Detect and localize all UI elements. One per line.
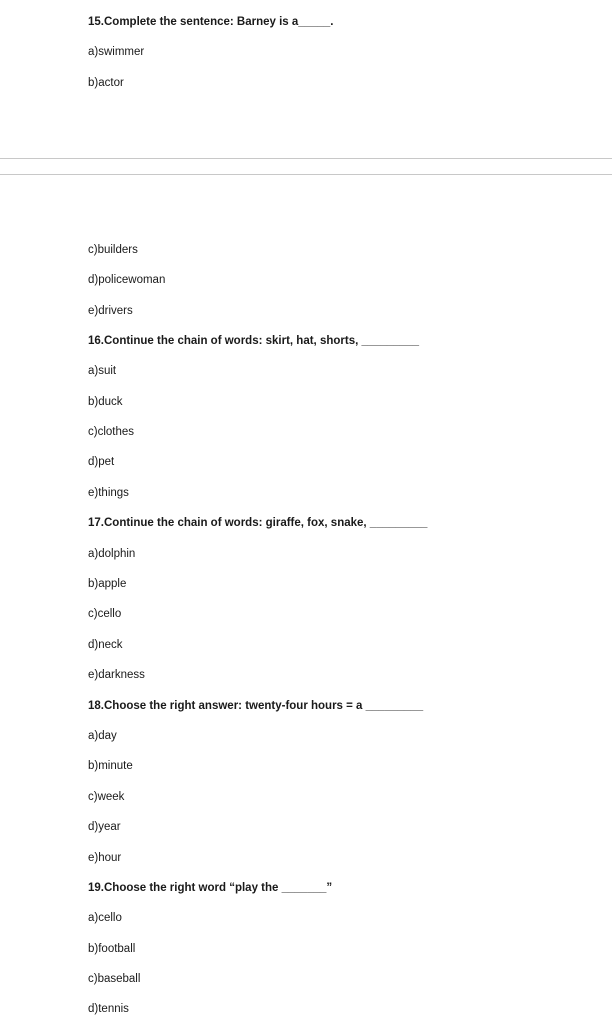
- option-16a: a)suit: [88, 365, 117, 377]
- page-break: [0, 158, 612, 175]
- option-16c: c)clothes: [88, 426, 135, 438]
- option-18d: d)year: [88, 821, 121, 833]
- option-15c: c)builders: [88, 244, 138, 256]
- option-15e: e)drivers: [88, 305, 133, 317]
- question-19: 19.Choose the right word “play the _______”: [88, 882, 333, 894]
- option-18a: a)day: [88, 730, 117, 742]
- option-16e: e)things: [88, 487, 129, 499]
- question-17: 17.Continue the chain of words: giraffe, fox, snake, _________: [88, 517, 428, 529]
- question-18: 18.Choose the right answer: twenty-four hours = a _________: [88, 700, 424, 712]
- option-18e: e)hour: [88, 852, 122, 864]
- option-19c: c)baseball: [88, 973, 141, 985]
- option-16b: b)duck: [88, 396, 123, 408]
- option-15a: a)swimmer: [88, 46, 145, 58]
- option-15d: d)policewoman: [88, 274, 166, 286]
- option-19b: b)football: [88, 943, 136, 955]
- option-17d: d)neck: [88, 639, 123, 651]
- option-16d: d)pet: [88, 456, 115, 468]
- option-18c: c)week: [88, 791, 125, 803]
- option-17a: a)dolphin: [88, 548, 136, 560]
- option-17e: e)darkness: [88, 669, 145, 681]
- option-17b: b)apple: [88, 578, 127, 590]
- option-19a: a)cello: [88, 912, 122, 924]
- option-18b: b)minute: [88, 760, 133, 772]
- question-16: 16.Continue the chain of words: skirt, hat, shorts, _________: [88, 335, 420, 347]
- question-15: 15.Complete the sentence: Barney is a_____.: [88, 16, 334, 28]
- option-17c: c)cello: [88, 608, 122, 620]
- option-19d: d)tennis: [88, 1003, 129, 1015]
- option-15b: b)actor: [88, 77, 124, 89]
